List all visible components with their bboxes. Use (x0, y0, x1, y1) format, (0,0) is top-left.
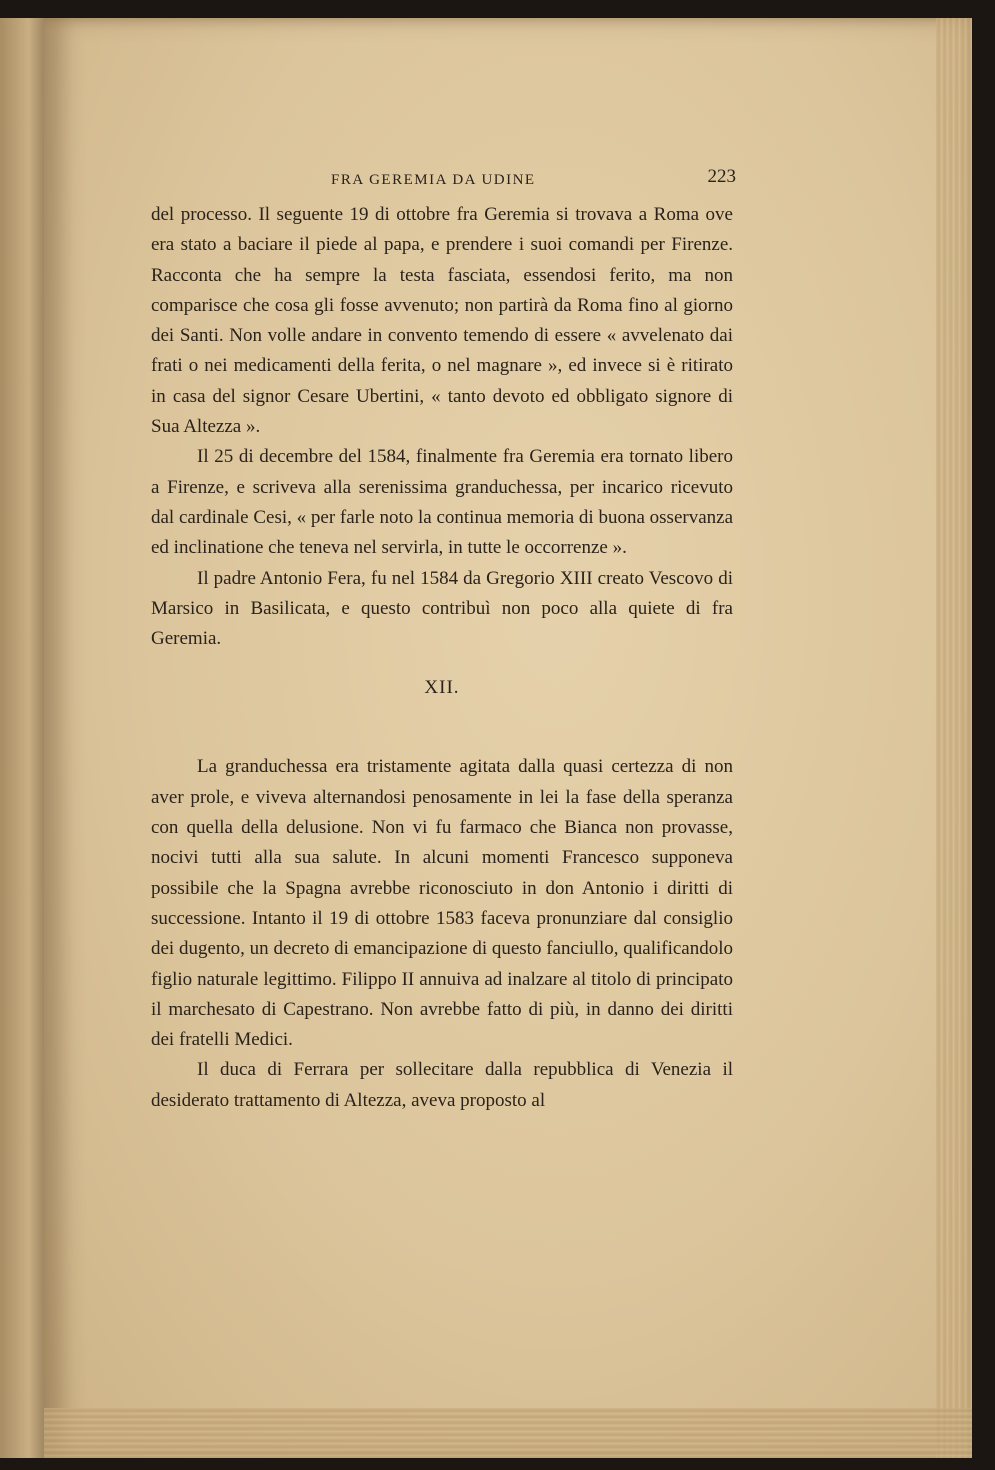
paragraph: Il duca di Ferrara per sollecitare dalla repubblica di Venezia il desiderato trattamento di Altezza, aveva proposto al (151, 1059, 733, 1111)
running-head-title: FRA GEREMIA DA UDINE (331, 172, 536, 188)
paragraph: Il 25 di decembre del 1584, finalmente fra Geremia era tornato libero a Firenze, e scriveva alla serenissima granduchessa, per incarico ricevuto dal cardinale Cesi, « per farle noto la continua memoria di buona osservanza ed inclinatione che teneva nel servirla, in tutte le occorrenze ». (151, 446, 733, 559)
page-number: 223 (707, 166, 736, 187)
paragraph: Il padre Antonio Fera, fu nel 1584 da Gregorio XIII creato Vescovo di Marsico in Basilicata, e questo contribuì non poco alla quiete di fra Geremia. (151, 567, 733, 650)
section-heading: XII. (424, 677, 460, 699)
paragraph: del processo. Il seguente 19 di ottobre fra Geremia si trovava a Roma ove era stato a baciare il piede al papa, e prendere i suoi comandi per Firenze. Racconta che ha sempre la testa fasciata, essendosi ferito, ma non comparisce che cosa gli fosse avvenuto; non partirà da Roma fino al giorno dei Santi. Non volle andare in convento temendo di essere « avvelenato dai frati o nei medicamenti della ferita, o nel magnare », ed invece si è ritirato in casa del signor Cesare Ubertini, « tanto devoto ed obbligato signore di Sua Altezza ». (151, 204, 733, 438)
page-fore-edge (936, 18, 972, 1458)
page-bottom-edge (44, 1408, 972, 1458)
text-block (151, 166, 736, 1116)
running-head (151, 166, 736, 194)
paragraph: La granduchessa era tristamente agitata dalla quasi certezza di non aver prole, e viveva alternandosi penosamente in lei la fase della speranza con quella della delusione. Non vi fu farmaco che Bianca non provasse, nocivi tutti alla sua salute. In alcuni momenti Francesco supponeva possibile che la Spagna avrebbe riconosciuto in don Antonio i diritti di successione. Intanto il 19 di ottobre 1583 faceva pronunziare dal consiglio dei dugento, un decreto di emancipazione di questo fanciullo, qualificandolo figlio naturale legittimo. Filippo II annuiva ad inalzare al titolo di principato il marchesato di Capestrano. Non avrebbe fatto di più, in danno dei diritti dei fratelli Medici. (151, 756, 733, 1051)
